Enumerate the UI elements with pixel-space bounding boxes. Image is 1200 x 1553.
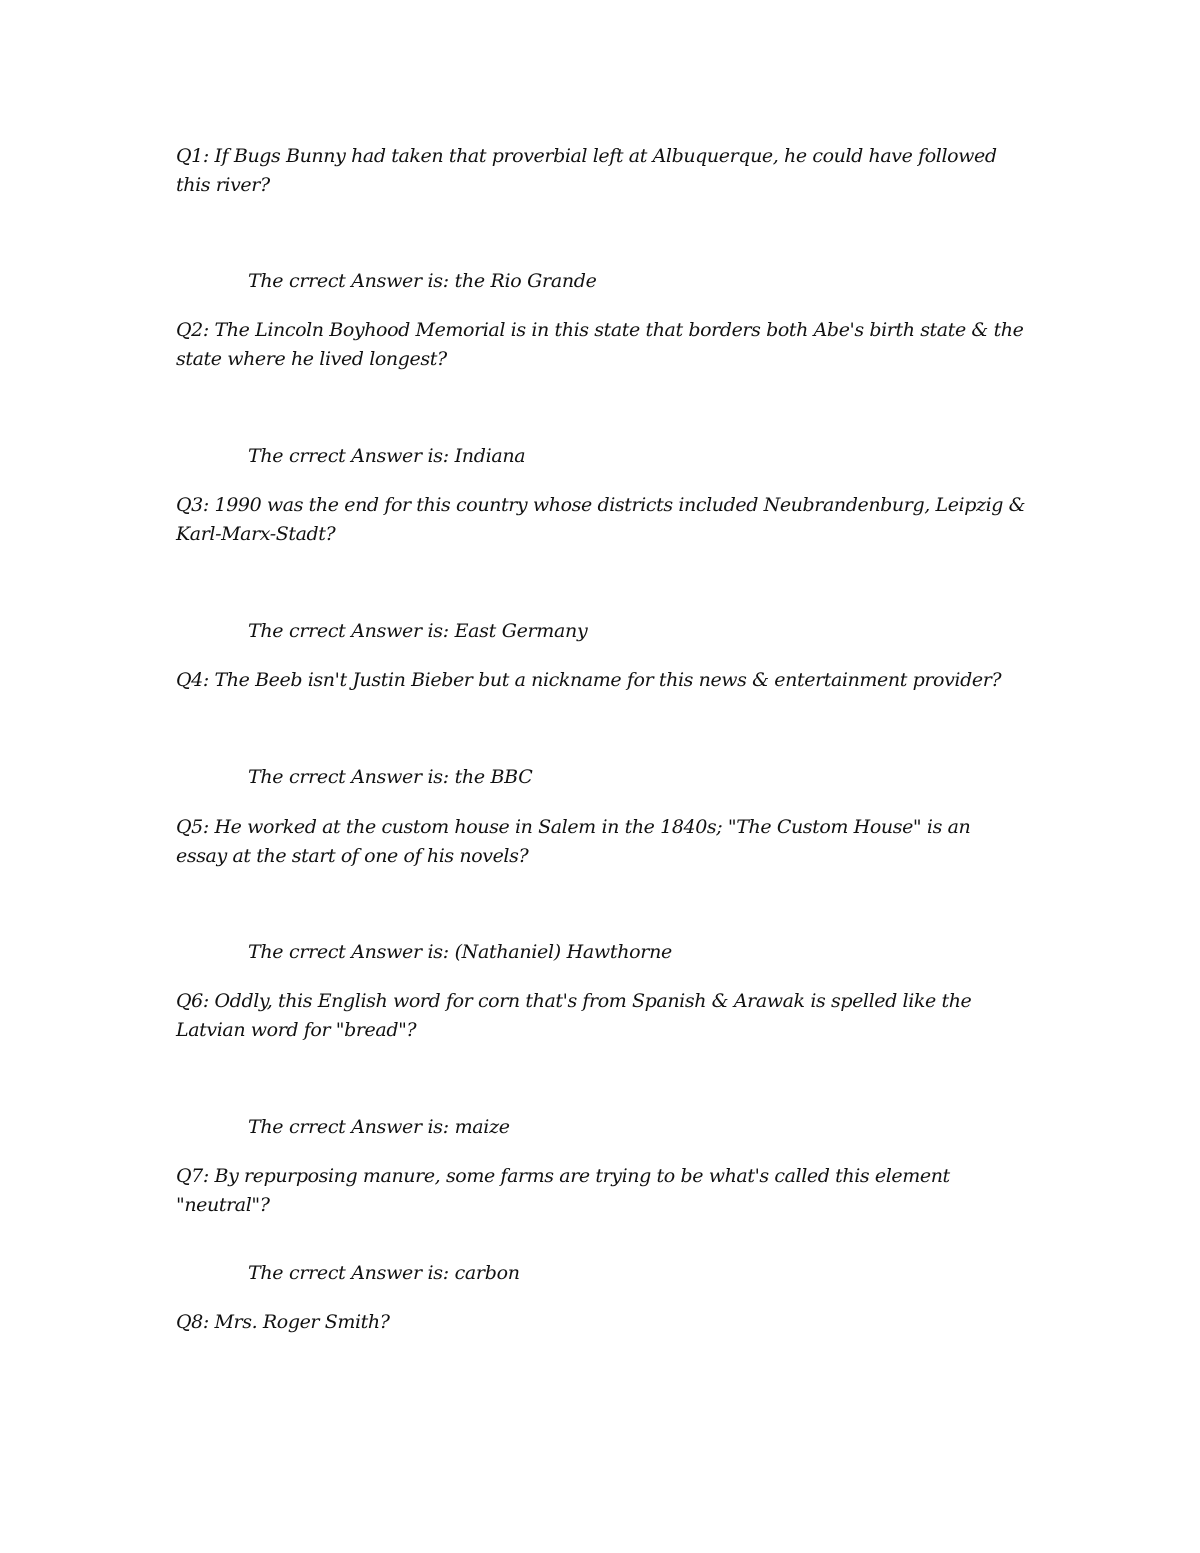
answer-1: The crrect Answer is: the Rio Grande	[248, 270, 597, 292]
question-6: Q6: Oddly, this English word for corn that's from Spanish & Arawak is spelled like the Latvian word for "bread"?	[176, 990, 972, 1041]
question-7: Q7: By repurposing manure, some farms are trying to be what's called this element "neutral"?	[176, 1165, 950, 1216]
answer-4: The crrect Answer is: the BBC	[248, 766, 533, 788]
question-2: Q2: The Lincoln Boyhood Memorial is in this state that borders both Abe's birth state & the state where he lived longest?	[176, 319, 1024, 370]
answer-6: The crrect Answer is: maize	[248, 1116, 510, 1138]
question-3: Q3: 1990 was the end for this country whose districts included Neubrandenburg, Leipzig & Karl-Marx-Stadt?	[176, 494, 1026, 545]
question-1: Q1: If Bugs Bunny had taken that proverbial left at Albuquerque, he could have followed this river?	[176, 145, 997, 196]
answer-3: The crrect Answer is: East Germany	[248, 620, 588, 642]
question-4: Q4: The Beeb isn't Justin Bieber but a nickname for this news & entertainment provider?	[176, 669, 1002, 691]
answer-5: The crrect Answer is: (Nathaniel) Hawthorne	[248, 941, 672, 963]
question-8: Q8: Mrs. Roger Smith?	[176, 1311, 390, 1333]
question-5: Q5: He worked at the custom house in Salem in the 1840s; "The Custom House" is an essay at the start of one of his novels?	[176, 816, 971, 867]
answer-7: The crrect Answer is: carbon	[248, 1262, 520, 1284]
answer-2: The crrect Answer is: Indiana	[248, 445, 526, 467]
